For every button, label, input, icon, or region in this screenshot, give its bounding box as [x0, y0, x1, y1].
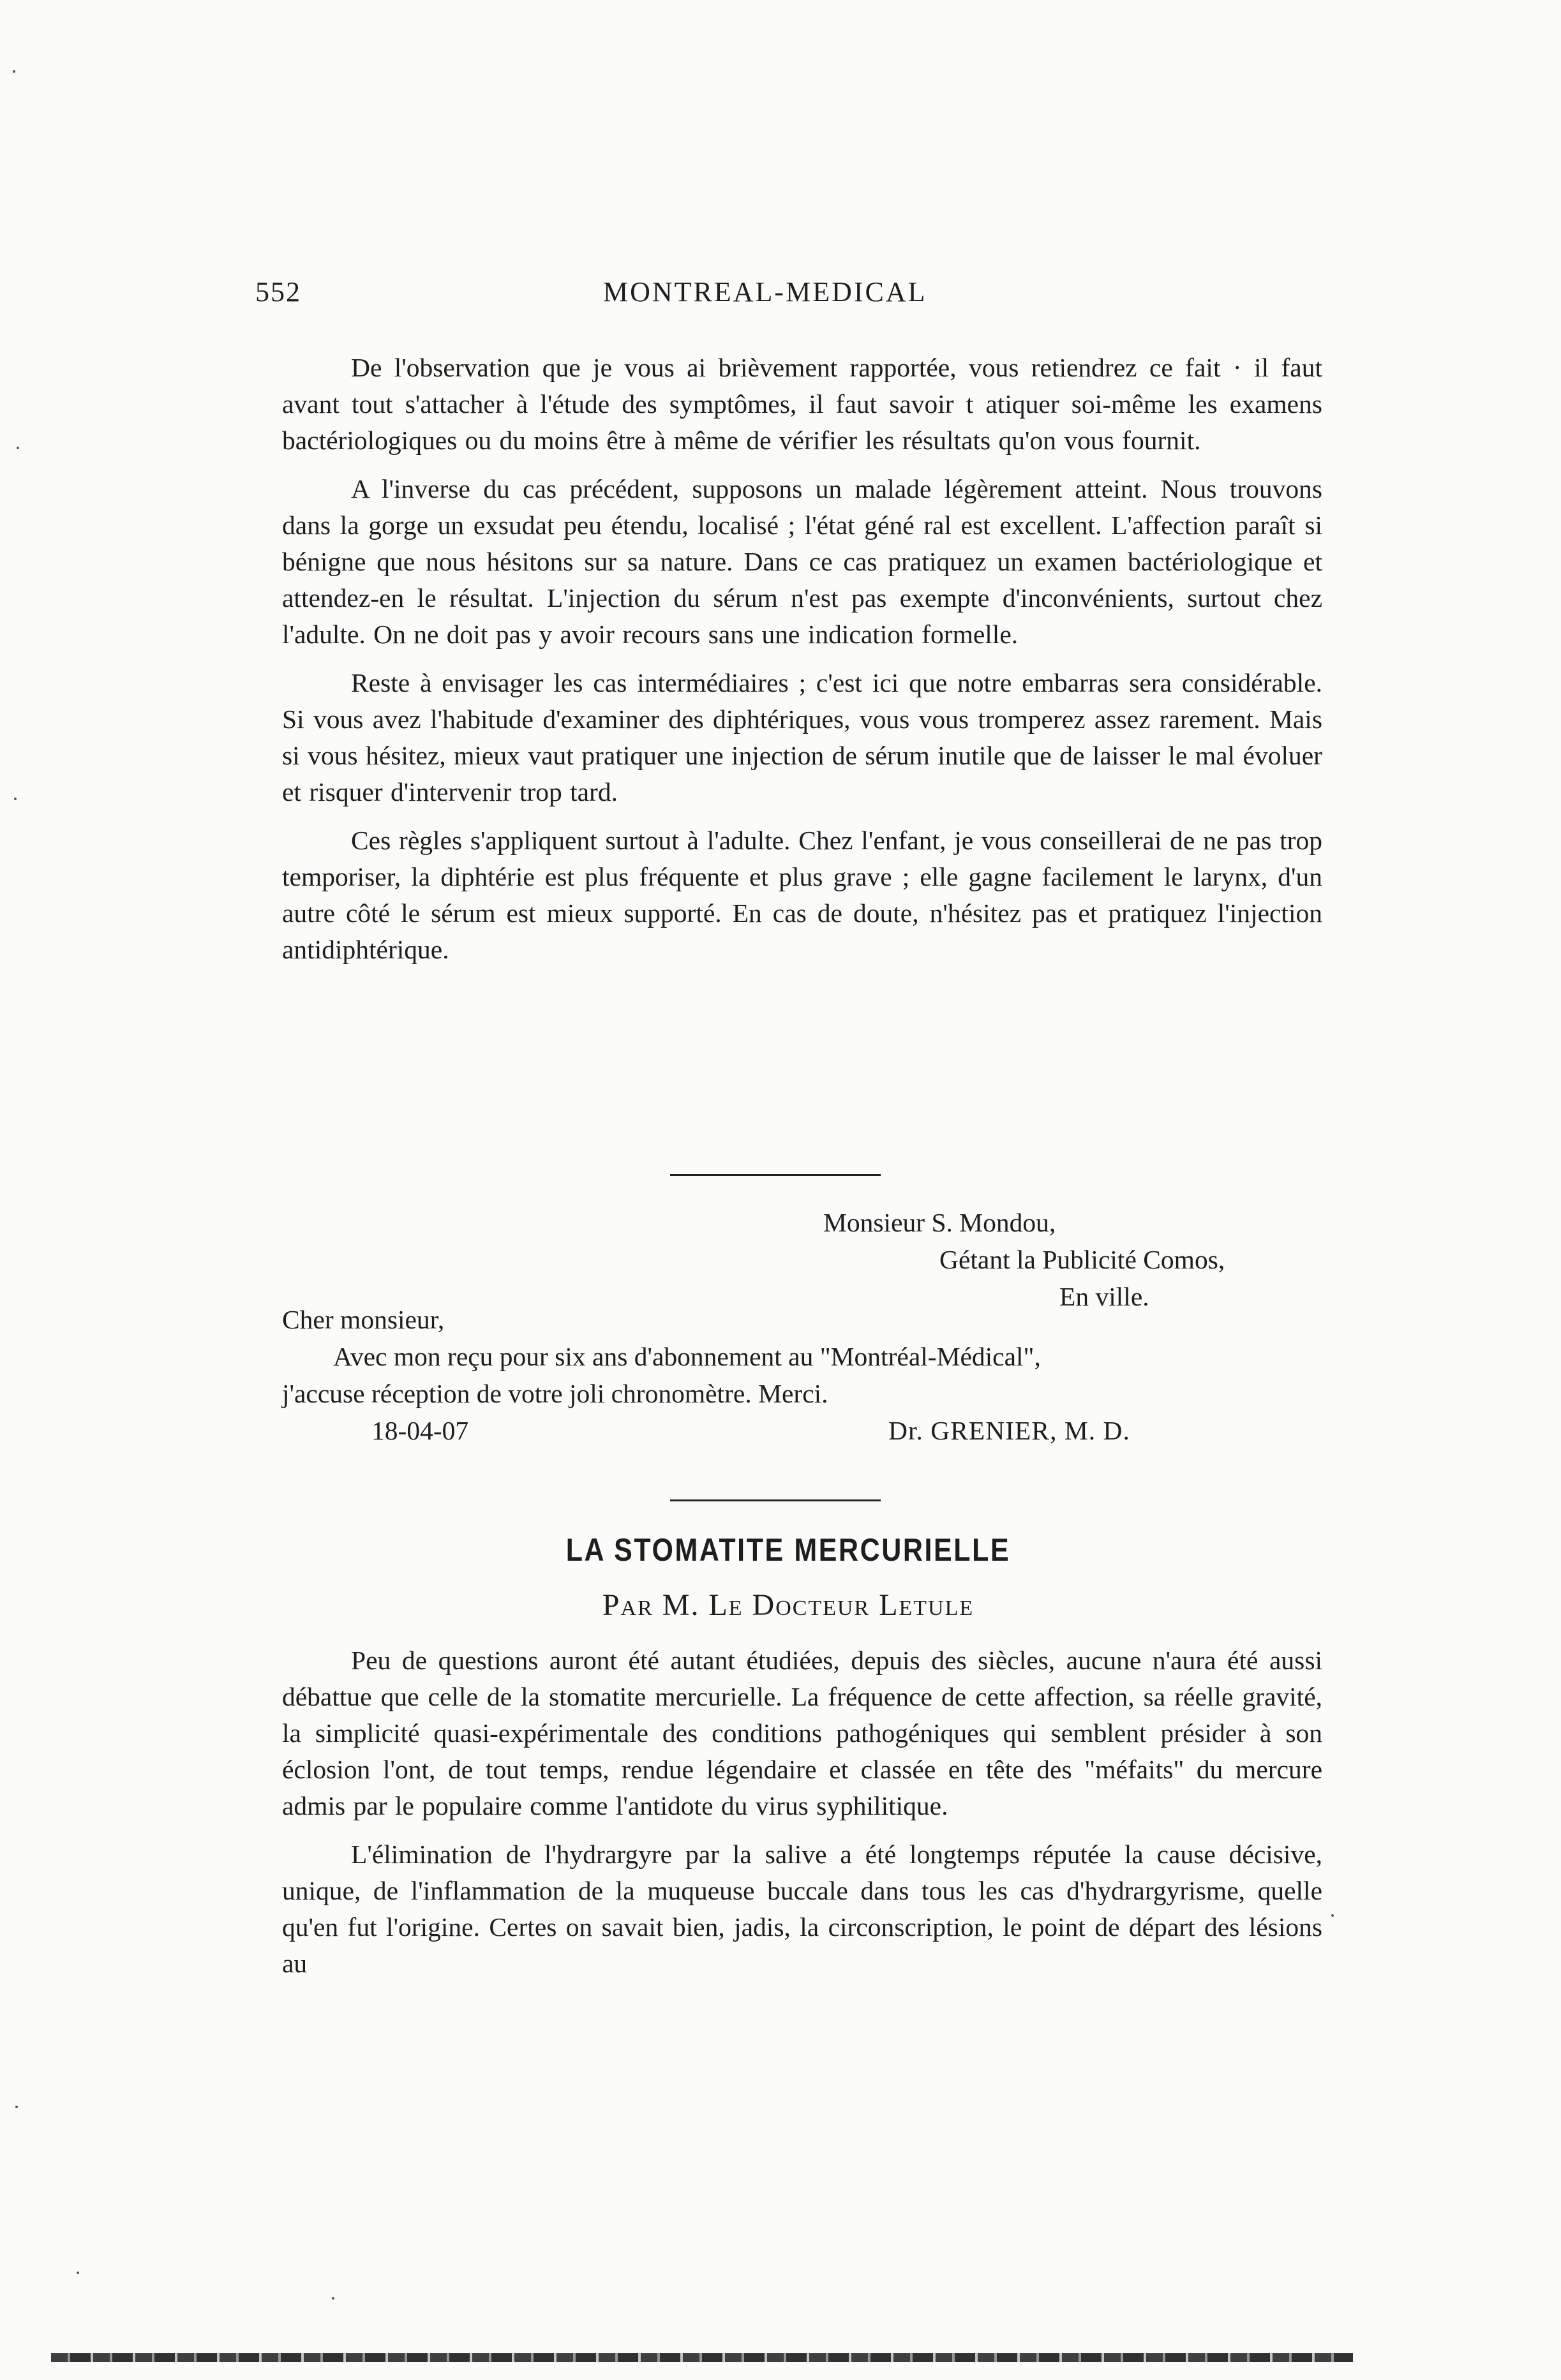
page-header: [255, 276, 1340, 314]
letter-addressee-place: En ville.: [1059, 1282, 1149, 1311]
article-paragraph: Peu de questions auront été autant étudiées, depuis des siècles, aucune n'aura été aussi débattue que celle de la stomatite mercurielle. La fréquence de cette affection, sa réelle gravité, la simplicité quasi-expérimentale des conditions pathogéniques qui semblent présider à son éclosion l'ont, de tout temps, rendue légendaire et classée en tête des "méfaits" du mercure admis par le populaire comme l'antidote du virus syphilitique.: [282, 1646, 1322, 1820]
running-title: MONTREAL-MEDICAL: [603, 276, 927, 308]
scan-speck: [1331, 1914, 1334, 1917]
body-paragraph: Reste à envisager les cas intermédiaires ; c'est ici que notre embarras sera considérable. Si vous avez l'habitude d'examiner des diphtériques, vous vous tromperez assez rarement. Mais si vous hésitez, mieux vaut pratiquer une injection de sérum inutile que de laisser le mal évoluer et risquer d'intervenir trop tard.: [282, 668, 1322, 807]
letter-line: j'accuse réception de votre joli chronomètre. Merci.: [282, 1379, 828, 1408]
letter-signature: Dr. GRENIER, M. D.: [888, 1416, 1130, 1445]
scan-speck: [13, 70, 15, 73]
scan-speck: [332, 2297, 334, 2300]
scan-speck: [77, 2272, 79, 2274]
article-author: Par M. Le Docteur Letule: [602, 1588, 975, 1622]
letter-addressee-title: Gétant la Publicité Comos,: [939, 1245, 1225, 1274]
section-divider: [670, 1499, 881, 1501]
section-divider: [670, 1174, 881, 1176]
page-number: 552: [255, 276, 301, 308]
scan-speck: [15, 2106, 18, 2108]
body-paragraph: De l'observation que je vous ai brièvement rapportée, vous retiendrez ce fait · il faut avant tout s'attacher à l'étude des symptômes, il faut savoir t atiquer soi-même les examens bactériologiques ou du moins être à même de vérifier les résultats qu'on vous fournit.: [282, 353, 1322, 455]
letter-line: Avec mon reçu pour six ans d'abonnement au "Montréal-Médical",: [333, 1342, 1041, 1371]
body-text: [282, 350, 1322, 968]
article-title: LA STOMATITE MERCURIELLE: [565, 1532, 1011, 1568]
letter-date: 18-04-07: [371, 1416, 469, 1445]
letter-salutation: Cher monsieur,: [282, 1305, 445, 1334]
letter-addressee-name: Monsieur S. Mondou,: [823, 1208, 1056, 1237]
article-paragraph: L'élimination de l'hydrargyre par la salive a été longtemps réputée la cause décisive, unique, de l'inflammation de la muqueuse buccale dans tous les cas d'hydrargyrisme, quelle qu'en fut l'origine. Certes on savait bien, jadis, la circonscription, le point de départ des lésions au: [282, 1840, 1322, 1978]
scan-speck: [17, 447, 19, 449]
body-paragraph: Ces règles s'appliquent surtout à l'adulte. Chez l'enfant, je vous conseillerai de ne pas trop temporiser, la diphtérie est plus fréquente et plus grave ; elle gagne facilement le larynx, d'un autre côté le sérum est mieux supporté. En cas de doute, n'hésitez pas et pratiquez l'injection antidiphtérique.: [282, 826, 1322, 964]
body-paragraph: A l'inverse du cas précédent, supposons un malade légèrement atteint. Nous trouvons dans la gorge un exsudat peu étendu, localisé ; l'état géné ral est excellent. L'affection paraît si bénigne que nous hésitons sur sa nature. Dans ce cas pratiquez un examen bactériologique et attendez-en le résultat. L'injection du sérum n'est pas exempte d'inconvénients, surtout chez l'adulte. On ne doit pas y avoir recours sans une indication formelle.: [282, 474, 1322, 649]
scan-speck: [14, 798, 17, 800]
article-text: [282, 1642, 1322, 1982]
scan-edge-strip: [51, 2353, 1353, 2362]
